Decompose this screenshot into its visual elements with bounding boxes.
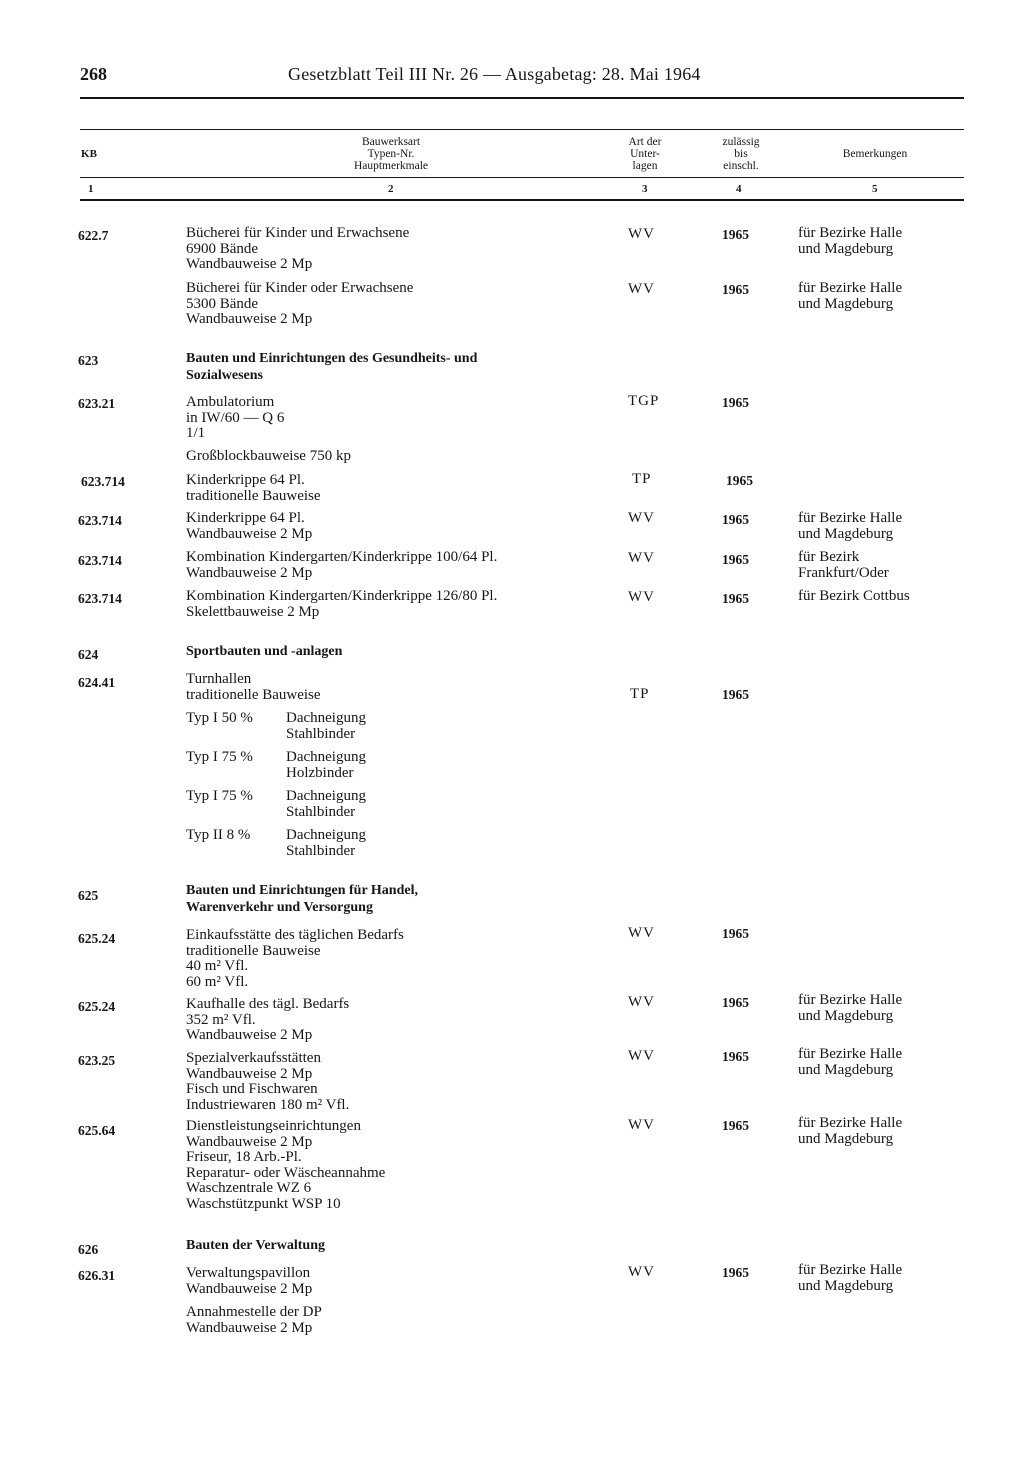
description-line: 6900 Bände — [186, 240, 259, 257]
kb-number: 623.714 — [78, 513, 122, 528]
remark — [798, 281, 902, 312]
row-description — [186, 511, 312, 542]
kb-number: 626.31 — [78, 1268, 116, 1283]
row-description — [186, 1266, 312, 1297]
kb-number: 625.24 — [78, 931, 116, 946]
remark — [798, 550, 889, 581]
description-line: Wandbauweise 2 Mp — [186, 256, 313, 273]
art-der-unterlagen: WV — [628, 226, 655, 242]
type-variant-row — [186, 750, 366, 781]
description-line: Turnhallen — [186, 671, 252, 687]
description-line: 60 m² Vfl. — [186, 973, 249, 990]
description-line: Wandbauweise 2 Mp — [186, 1133, 313, 1150]
description-line: 5300 Bände — [186, 295, 259, 312]
type-line: Holzbinder — [286, 764, 354, 781]
type-variant-row — [186, 789, 366, 820]
description-line: Friseur, 18 Arb.-Pl. — [186, 1149, 302, 1166]
description-line: Wandbauweise 2 Mp — [186, 311, 313, 328]
description-line: Verwaltungspavillon — [186, 1265, 311, 1281]
section-heading: Sportbauten und -anlagen — [186, 644, 343, 659]
col-number-1: 1 — [88, 183, 94, 195]
header-number-rule — [80, 177, 964, 178]
art-der-unterlagen: TP — [630, 686, 650, 702]
remark — [798, 993, 902, 1024]
year-value: 1965 — [722, 512, 749, 527]
type-line: Dachneigung — [286, 710, 366, 726]
year-value: 1965 — [722, 227, 749, 242]
description-line: Wandbauweise 2 Mp — [186, 1319, 313, 1336]
kb-number: 625.24 — [78, 999, 116, 1014]
remark-line: und Magdeburg — [798, 525, 894, 542]
art-der-unterlagen: WV — [628, 550, 655, 566]
row-description — [186, 1305, 322, 1336]
description-line: 352 m² Vfl. — [186, 1011, 256, 1028]
page-number: 268 — [80, 64, 107, 84]
description-line: Annahmestelle der DP — [186, 1304, 322, 1320]
col-header-kb: KB — [81, 148, 97, 160]
remark-line: für Bezirke Halle — [798, 1115, 903, 1131]
remark-line: für Bezirk — [798, 549, 860, 565]
year-value: 1965 — [722, 1118, 749, 1133]
description-line: Skelettbauweise 2 Mp — [186, 603, 320, 620]
description-line: Wandbauweise 2 Mp — [186, 564, 313, 581]
col-number-2: 2 — [388, 183, 394, 195]
description-line: Kombination Kindergarten/Kinderkrippe 126/80 Pl. — [186, 588, 498, 604]
description-line: Bücherei für Kinder oder Erwachsene — [186, 280, 414, 296]
type-line: Stahlbinder — [286, 803, 356, 820]
description-line: traditionelle Bauweise — [186, 487, 321, 504]
year-value: 1965 — [722, 282, 749, 297]
art-der-unterlagen: WV — [628, 1117, 655, 1133]
year-value: 1965 — [722, 1265, 749, 1280]
remark-line: und Magdeburg — [798, 1130, 894, 1147]
description-line: Kombination Kindergarten/Kinderkrippe 100/64 Pl. — [186, 549, 498, 565]
type-line: Stahlbinder — [286, 842, 356, 859]
description-line: Wandbauweise 2 Mp — [186, 525, 313, 542]
type-line: Dachneigung — [286, 827, 366, 843]
type-label: Typ I 75 % — [186, 749, 253, 765]
section-heading: Bauten und Einrichtungen des Gesundheits- und Sozialwesens — [186, 351, 478, 383]
remark — [798, 1263, 902, 1294]
description-line: Kinderkrippe 64 Pl. — [186, 472, 305, 488]
col-header-art: Art der Unter- lagen — [628, 136, 662, 172]
header-rule — [80, 97, 964, 99]
art-der-unterlagen: WV — [628, 1048, 655, 1064]
kb-number: 626 — [78, 1242, 99, 1257]
remark-line: Frankfurt/Oder — [798, 564, 889, 581]
row-description — [186, 672, 321, 703]
kb-number: 624 — [78, 647, 99, 662]
art-der-unterlagen: WV — [628, 510, 655, 526]
kb-number: 623 — [78, 353, 99, 368]
description-line: Spezialverkaufsstätten — [186, 1050, 321, 1066]
art-der-unterlagen: WV — [628, 589, 655, 605]
description-line: Reparatur- oder Wäscheannahme — [186, 1164, 386, 1181]
art-der-unterlagen: WV — [628, 925, 655, 941]
remark-line: für Bezirke Halle — [798, 1046, 903, 1062]
year-value: 1965 — [722, 552, 749, 567]
col-header-zulaessig: zulässig bis einschl. — [722, 136, 760, 172]
remark — [798, 589, 910, 605]
art-der-unterlagen: TGP — [628, 393, 660, 409]
type-variant-row — [186, 711, 366, 742]
row-description — [186, 928, 404, 990]
type-label: Typ I 50 % — [186, 710, 253, 726]
remark-line: und Magdeburg — [798, 295, 894, 312]
year-value: 1965 — [722, 1049, 749, 1064]
row-description — [186, 395, 284, 442]
description-line: traditionelle Bauweise — [186, 686, 321, 703]
type-line: Dachneigung — [286, 788, 366, 804]
remark — [798, 1047, 902, 1078]
row-description — [186, 1051, 349, 1113]
remark-line: und Magdeburg — [798, 1061, 894, 1078]
type-line: Stahlbinder — [286, 725, 356, 742]
table-top-rule — [80, 129, 964, 130]
description-line: Großblockbauweise 750 kp — [186, 448, 351, 464]
row-description — [186, 473, 321, 504]
remark-line: für Bezirke Halle — [798, 225, 903, 241]
col-number-4: 4 — [736, 183, 742, 195]
type-variant-row — [186, 828, 366, 859]
row-description — [186, 449, 351, 465]
description-line: Bücherei für Kinder und Erwachsene — [186, 225, 410, 241]
description-line: Fisch und Fischwaren — [186, 1081, 318, 1098]
description-line: Kinderkrippe 64 Pl. — [186, 510, 305, 526]
row-description — [186, 226, 409, 273]
art-der-unterlagen: TP — [632, 471, 652, 487]
description-line: Dienstleistungseinrichtungen — [186, 1118, 361, 1134]
row-description — [186, 589, 497, 620]
section-heading: Bauten der Verwaltung — [186, 1238, 325, 1253]
year-value: 1965 — [726, 473, 753, 488]
remark-line: für Bezirk Cottbus — [798, 588, 910, 604]
kb-number: 624.41 — [78, 675, 116, 690]
col-header-bemerkungen: Bemerkungen — [842, 148, 908, 160]
col-number-5: 5 — [872, 183, 878, 195]
year-value: 1965 — [722, 926, 749, 941]
year-value: 1965 — [722, 687, 749, 702]
row-description — [186, 281, 413, 328]
description-line: Einkaufsstätte des täglichen Bedarfs — [186, 927, 404, 943]
row-description — [186, 1119, 385, 1213]
art-der-unterlagen: WV — [628, 281, 655, 297]
type-label: Typ I 75 % — [186, 788, 253, 804]
art-der-unterlagen: WV — [628, 994, 655, 1010]
remark — [798, 1116, 902, 1147]
kb-number: 623.714 — [81, 474, 125, 489]
description-line: Industriewaren 180 m² Vfl. — [186, 1096, 350, 1113]
col-header-bauwerksart: Bauwerksart Typen-Nr. Hauptmerkmale — [353, 136, 429, 172]
description-line: Wandbauweise 2 Mp — [186, 1280, 313, 1297]
section-heading: Bauten und Einrichtungen für Handel, Warenverkehr und Versorgung — [186, 883, 418, 915]
page-title: Gesetzblatt Teil III Nr. 26 — Ausgabetag: 28. Mai 1964 — [288, 64, 701, 84]
row-description — [186, 550, 497, 581]
col-number-3: 3 — [642, 183, 648, 195]
description-line: Kaufhalle des tägl. Bedarfs — [186, 996, 350, 1012]
description-line: Waschzentrale WZ 6 — [186, 1180, 312, 1197]
kb-number: 623.714 — [78, 591, 122, 606]
description-line: Wandbauweise 2 Mp — [186, 1065, 313, 1082]
description-line: 40 m² Vfl. — [186, 958, 249, 975]
kb-number: 623.714 — [78, 553, 122, 568]
year-value: 1965 — [722, 995, 749, 1010]
remark-line: für Bezirke Halle — [798, 1262, 903, 1278]
type-label: Typ II 8 % — [186, 827, 251, 843]
art-der-unterlagen: WV — [628, 1264, 655, 1280]
kb-number: 625 — [78, 888, 99, 903]
type-line: Dachneigung — [286, 749, 366, 765]
year-value: 1965 — [722, 395, 749, 410]
remark-line: und Magdeburg — [798, 1007, 894, 1024]
description-line: 1/1 — [186, 425, 206, 442]
remark-line: für Bezirke Halle — [798, 510, 903, 526]
remark — [798, 226, 902, 257]
year-value: 1965 — [722, 591, 749, 606]
kb-number: 625.64 — [78, 1123, 116, 1138]
description-line: Waschstützpunkt WSP 10 — [186, 1195, 341, 1212]
kb-number: 622.7 — [78, 228, 109, 243]
remark-line: und Magdeburg — [798, 1277, 894, 1294]
kb-number: 623.25 — [78, 1053, 116, 1068]
remark-line: und Magdeburg — [798, 240, 894, 257]
remark-line: für Bezirke Halle — [798, 280, 903, 296]
description-line: Ambulatorium — [186, 394, 275, 410]
remark — [798, 511, 902, 542]
description-line: traditionelle Bauweise — [186, 942, 321, 959]
description-line: in IW/60 — Q 6 — [186, 409, 285, 426]
row-description — [186, 997, 349, 1044]
kb-number: 623.21 — [78, 396, 116, 411]
table-body-rule — [80, 199, 964, 201]
remark-line: für Bezirke Halle — [798, 992, 903, 1008]
description-line: Wandbauweise 2 Mp — [186, 1027, 313, 1044]
